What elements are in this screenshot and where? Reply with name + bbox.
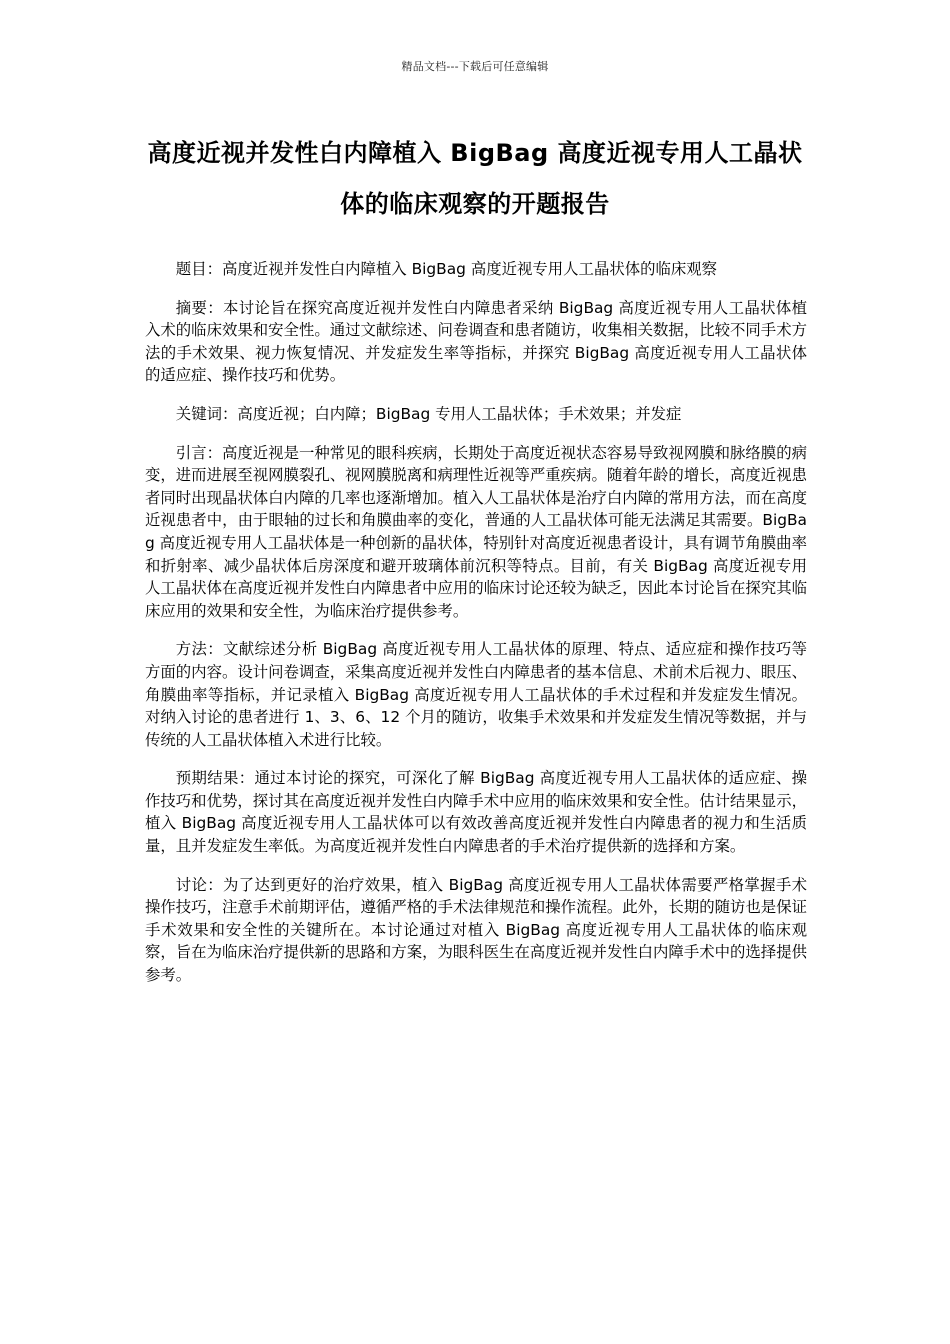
document-title: 高度近视并发性白内障植入 BigBag 高度近视专用人工晶状体的临床观察的开题报告 [147, 139, 803, 218]
discussion-paragraph [145, 874, 807, 987]
keywords-text: 高度近视；白内障；BigBag 专用人工晶状体；手术效果；并发症 [237, 404, 682, 423]
expected-results-text: 通过本讨论的探究，可深化了解 BigBag 高度近视专用人工晶状体的适应症、操作技巧和优势，探讨其在高度近视并发性白内障手术中应用的临床效果和安全性。估计结果显示，植入 BigBag 高度近视专用人工晶状体可以有效改善高度近视并发性白内障患者的视力和生活质量，且并发症发生率低。为高度近视并发性白内障患者的手术治疗提供新的选择和方案。 [145, 769, 807, 856]
keywords-label: 关键词： [175, 404, 238, 423]
keywords-paragraph [145, 403, 807, 426]
discussion-text: 为了达到更好的治疗效果，植入 BigBag 高度近视专用人工晶状体需要严格掌握手术操作技巧，注意手术前期评估，遵循严格的手术法律规范和操作流程。此外，长期的随访也是保证手术效果和安全性的关键所在。本讨论通过对植入 BigBag 高度近视专用人工晶状体的临床观察，旨在为临床治疗提供新的思路和方案，为眼科医生在高度近视并发性白内障手术中的选择提供参考。 [145, 875, 807, 985]
abstract-text: 本讨论旨在探究高度近视并发性白内障患者采纳 BigBag 高度近视专用人工晶状体植入术的临床效果和安全性。通过文献综述、问卷调查和患者随访，收集相关数据，比较不同手术方法的手术效果、视力恢复情况、并发症发生率等指标，并探究 BigBag 高度近视专用人工晶状体的适应症、操作技巧和优势。 [145, 298, 807, 385]
header-note: 精品文档---下载后可任意编辑 [401, 60, 549, 73]
topic-paragraph [145, 258, 807, 281]
expected-results-paragraph [145, 767, 807, 857]
topic-text: 高度近视并发性白内障植入 BigBag 高度近视专用人工晶状体的临床观察 [221, 260, 718, 278]
methods-text: 文献综述分析 BigBag 高度近视专用人工晶状体的原理、特点、适应症和操作技巧等方面的内容。设计问卷调查，采集高度近视并发性白内障患者的基本信息、术前术后视力、眼压、角膜曲率等指标，并记录植入 BigBag 高度近视专用人工晶状体的手术过程和并发症发生情况。对纳入讨论的患者进行 1、3、6、12 个月的随访，收集手术效果和并发症发生情况等数据，并与传统的人工晶状体植入术进行比较。 [145, 640, 807, 749]
discussion-label: 讨论： [175, 875, 224, 894]
abstract-label: 摘要： [175, 298, 224, 317]
abstract-paragraph [145, 297, 807, 387]
topic-label: 题目： [175, 260, 222, 278]
methods-paragraph [145, 638, 807, 751]
methods-label: 方法： [175, 640, 224, 659]
introduction-paragraph [145, 442, 807, 623]
document-body [145, 258, 807, 1003]
expected-results-label: 预期结果： [175, 769, 255, 788]
introduction-text: 高度近视是一种常见的眼科疾病，长期处于高度近视状态容易导致视网膜和脉络膜的病变，进而进展至视网膜裂孔、视网膜脱离和病理性近视等严重疾病。随着年龄的增长，高度近视患者同时出现晶状体白内障的几率也逐渐增加。植入人工晶状体是治疗白内障的常用方法，而在高度近视患者中，由于眼轴的过长和角膜曲率的变化，普通的人工晶状体可能无法满足其需要。BigBag 高度近视专用人工晶状体是一种创新的晶状体，特别针对高度近视患者设计，具有调节角膜曲率和折射率、减少晶状体后房深度和避开玻璃体前沉积等特点。目前，有关 BigBag 高度近视专用人工晶状体在高度近视并发性白内障患者中应用的临床讨论还较为缺乏，因此本讨论旨在探究其临床应用的效果和安全性，为临床治疗提供参考。 [145, 443, 807, 620]
introduction-label: 引言： [175, 443, 222, 462]
